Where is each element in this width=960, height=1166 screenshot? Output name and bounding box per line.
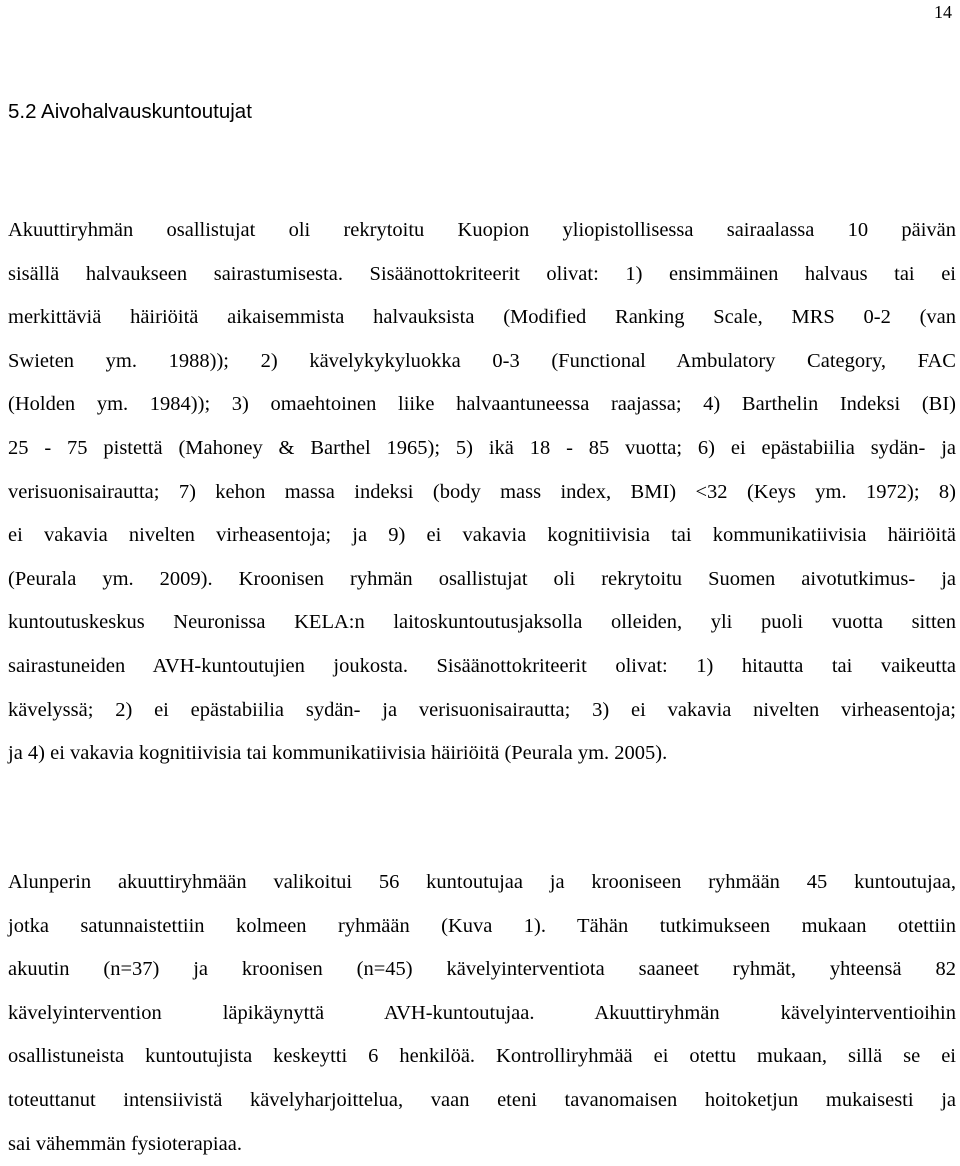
paragraph-line: ei vakavia nivelten virheasentoja; ja 9) ei vakavia kognitiivisia tai kommunikatiivisia häiriöitä [8, 524, 956, 547]
page-number: 14 [934, 2, 952, 22]
paragraph-line: osallistuneista kuntoutujista keskeytti 6 henkilöä. Kontrolliryhmää ei otettu mukaan, sillä se ei [8, 1045, 956, 1068]
paragraph-line: merkittäviä häiriöitä aikaisemmista halvauksista (Modified Ranking Scale, MRS 0-2 (van [8, 306, 956, 329]
paragraph-line: ja 4) ei vakavia kognitiivisia tai kommunikatiivisia häiriöitä (Peurala ym. 2005). [8, 742, 668, 765]
paragraph-line: Alunperin akuuttiryhmään valikoitui 56 kuntoutujaa ja krooniseen ryhmään 45 kuntoutujaa, [8, 871, 956, 893]
paragraph-line: Akuuttiryhmän osallistujat oli rekrytoitu Kuopion yliopistollisessa sairaalassa 10 päivän [8, 219, 956, 241]
paragraph-inclusion-criteria [8, 209, 956, 776]
paragraph-line: kävelyssä; 2) ei epästabiilia sydän- ja verisuonisairautta; 3) ei vakavia nivelten virheasentoja; [8, 698, 956, 721]
paragraph-line: toteuttanut intensiivistä kävelyharjoittelua, vaan eteni tavanomaisen hoitoketjun mukaisesti ja [8, 1088, 956, 1111]
paragraph-line: (Peurala ym. 2009). Kroonisen ryhmän osallistujat oli rekrytoitu Suomen aivotutkimus- ja [8, 567, 956, 590]
paragraph-line: sairastuneiden AVH-kuntoutujien joukosta. Sisäänottokriteerit olivat: 1) hitautta tai vaikeutta [8, 654, 956, 677]
paragraph-line: akuutin (n=37) ja kroonisen (n=45) kävelyinterventiota saaneet ryhmät, yhteensä 82 [8, 958, 956, 981]
paragraph-line: kävelyintervention läpikäynyttä AVH-kuntoutujaa. Akuuttiryhmän kävelyinterventioihin [8, 1001, 956, 1024]
paragraph-line: Swieten ym. 1988)); 2) kävelykykyluokka 0-3 (Functional Ambulatory Category, FAC [8, 349, 956, 372]
paragraph-line: sisällä halvaukseen sairastumisesta. Sisäänottokriteerit olivat: 1) ensimmäinen halvaus tai ei [8, 262, 956, 285]
paragraph-line: sai vähemmän fysioterapiaa. [8, 1132, 242, 1155]
section-heading: 5.2 Aivohalvauskuntoutujat [8, 100, 252, 123]
paragraph-line: kuntoutuskeskus Neuronissa KELA:n laitoskuntoutusjaksolla olleiden, yli puoli vuotta sitten [8, 611, 956, 634]
paragraph-line: 25 - 75 pistettä (Mahoney & Barthel 1965); 5) ikä 18 - 85 vuotta; 6) ei epästabiilia sydän- ja [8, 436, 956, 459]
paragraph-line: verisuonisairautta; 7) kehon massa indeksi (body mass index, BMI) <32 (Keys ym. 1972); 8) [8, 480, 956, 503]
paragraph-line: jotka satunnaistettiin kolmeen ryhmään (Kuva 1). Tähän tutkimukseen mukaan otettiin [8, 914, 956, 937]
paragraph-line: (Holden ym. 1984)); 3) omaehtoinen liike halvaantuneessa raajassa; 4) Barthelin Indeksi (BI) [8, 393, 956, 416]
paragraph-participants [8, 861, 956, 1166]
